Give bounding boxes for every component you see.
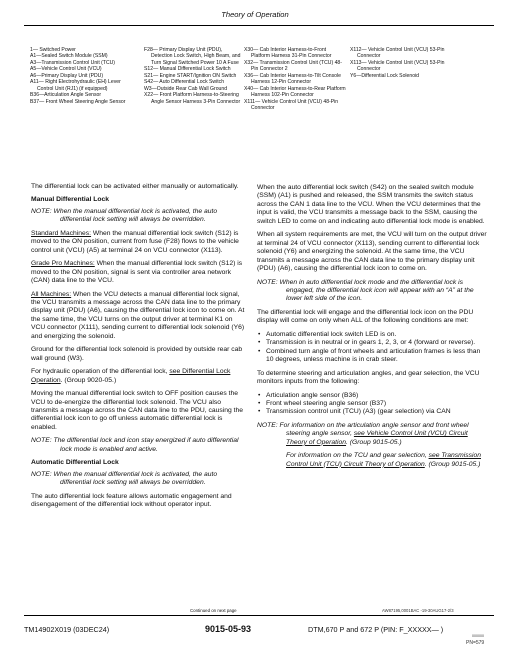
list-item: • Front wheel steering angle sensor (B37) [257,400,487,408]
requirements-paragraph: When all system requirements are met, the VCU will turn on the output driver at terminal 24 of VCU connector (X113), sending current to differential lock solenoid (Y6) and energizing the solenoid. At the same time, the VCU transmits a message across the CAN data line to the primary display unit (PDU) (A6), causing the differential lock icon to come on. [257,231,487,273]
hydraulic-paragraph [31,368,247,385]
footer-tiny-code: 000000 [472,634,484,638]
left-column [31,183,247,515]
vcu-circuit-theory-link[interactable]: see Vehicle Control Unit (VCU) Circuit Theory of Operation [286,430,468,446]
legend-item: X36— Cab Interior Harness-to-Tilt Console Harness 12-Pin Connector [244,72,341,86]
document-code: AW87195,0001BAC -19-30AUG17-2/3 [382,608,454,613]
legend-item: A5—Vehicle Control Unit (VCU) [30,66,102,73]
note-auto-icon: NOTE: When in auto differential lock mode and the differential lock is engaged, the differential lock icon will appear with an “A” at the lower left side of the icon. [257,278,474,303]
legend-item: X112— Vehicle Control Unit (VCU) 53-Pin Connector [350,47,445,60]
legend-column-4 [350,47,466,79]
list-item: • Transmission is in neutral or in gears 1, 2, 3, or 4 (forward or reverse). [257,339,487,347]
note-manual-override: NOTE: When the manual differential lock is activated, the auto differential lock setting will always be overridden. [31,207,218,224]
header-rule [24,25,494,26]
legend-item: X111— Vehicle Control Unit (VCU) 48-Pin Connector [244,98,339,112]
standard-machines-paragraph [31,230,247,255]
tcu-circuit-theory-link[interactable]: see Transmission Control Unit (TCU) Circuit Theory of Operation [286,452,481,468]
right-column [257,184,487,474]
conditions-intro: The differential lock will engage and the differential lock icon on the PDU display will come on only when ALL of the following conditions are met: [257,308,474,325]
list-item: • Transmission control unit (TCU) (A3) (gear selection) via CAN [257,408,487,416]
legend-item: B36—Articulation Angle Sensor [30,92,102,99]
hydraulic-group: . (Group 9020-05.) [60,376,117,384]
grade-pro-text: When the manual differential lock switch (S12) is moved to the ON position, signal is sent via controller area network (CAN) data line to the VCU. [31,260,243,285]
legend-column-3 [244,47,346,112]
auto-switch-paragraph: When the auto differential lock switch (S42) on the sealed switch module (SSM) (A1) is pushed and released, the SSM transmits the switch status across the CAN 1 data line to the VCU. When the VCU determines that the input is valid, the VCU transmits a message back to the SSM, causing the switch LED to come on and indicating auto differential lock mode is enabled. [257,184,485,225]
pn-number: PN=579 [466,640,485,646]
all-machines-label: All Machines: [31,290,72,298]
list-item: • Combined turn angle of front wheels and articulation frames is less than 10 degrees, unless machine is in crab steer. [257,348,487,365]
page-number: 9015-05-93 [205,624,252,634]
manual-diff-lock-heading: Manual Differential Lock [31,196,110,204]
legend-item: X40— Cab Interior Harness-to-Rear Platform Harness 102-Pin Connector [244,85,346,99]
note-tcu-group: . (Group 9015-05.) [424,460,481,468]
list-item: • Articulation angle sensor (B36) [257,392,487,400]
ground-paragraph: Ground for the differential lock solenoid is provided by outside rear cab wall ground (W3). [31,346,243,362]
legend-column-2 [144,47,242,105]
legend-item: 1— Switched Power [30,47,76,53]
legend-item: X32— Transmission Control Unit (TCU) 48-Pin Connector 2 [244,59,342,73]
intro-paragraph: The differential lock can be activated either manually or automatically. [31,183,239,190]
legend-item: X22— Front Platform Harness-to-Steering Angle Sensor Harness 3-Pin Connector [144,92,241,105]
note-tcu [257,452,487,469]
all-machines-paragraph [31,291,247,342]
legend-item: Y6—Differential Lock Solenoid [350,72,419,79]
hydraulic-text: For hydraulic operation of the differential lock, [31,368,170,376]
note-angle-text: NOTE: For information on the articulation angle sensor and front wheel steering angle sensor, [257,421,469,438]
note-auto-override: NOTE: When the manual differential lock is activated, the auto differential lock setting will always be overridden. [31,470,218,487]
grade-pro-paragraph [31,260,247,285]
manual-id: TM14902X019 (03DEC24) [24,625,110,634]
page-title: Theory of Operation [221,10,289,19]
inputs-intro: To determine steering and articulation angles, and gear selection, the VCU monitors inputs from the following: [257,369,480,386]
standard-machines-text: When the manual differential lock switch (S12) is moved to the ON position, current from fuse (F28) flows to the vehicle control unit (VCU) (A5) at terminal 24 on VCU connector (X113). [31,229,239,254]
continued-note: Continued on next page [190,608,237,613]
note-stay-energized: NOTE: The differential lock and icon stay energized if auto differential lock mode is enabled and active. [31,437,239,453]
auto-feature-paragraph: The auto differential lock feature allows automatic engagement and disengagement of the differential lock without operator input. [31,492,232,509]
diff-lock-operation-link[interactable]: see Differential Lock Operation [31,368,231,384]
legend-item: A6—Primary Display Unit (PDU) [30,72,104,79]
auto-diff-lock-heading: Automatic Differential Lock [31,459,119,467]
legend-item: S12— Manual Differential Lock Switch [144,66,231,73]
legend-item: F28— Primary Display Unit (PDU), Detection Lock Switch, High Beam, and Turn Signal Switched Power 10 A Fuse [144,47,241,66]
model-info: DTM,670 P and 672 P (PIN: F_XXXXX— ) [308,625,444,634]
legend-item: X30— Cab Interior Harness-to-Front Platform Harness 31-Pin Connector [244,47,332,60]
figure-legend [30,47,492,177]
standard-machines-label: Standard Machines: [31,229,92,237]
grade-pro-label: Grade Pro Machines: [31,260,95,268]
list-item: • Automatic differential lock switch LED is on. [257,331,487,339]
legend-item: A3—Transmission Control Unit (TCU) [30,59,116,66]
moving-switch-paragraph: Moving the manual differential lock switch to OFF position causes the VCU to de-energize the differential lock solenoid. The VCU also transmits a message across the CAN data line to the PDU, causing the differential lock icon to go off unless automatic differential lock is enabled. [31,390,243,431]
legend-item: X113— Vehicle Control Unit (VCU) 53-Pin Connector [350,59,445,73]
legend-item: B37— Front Wheel Steering Angle Sensor [30,98,126,105]
conditions-list [257,331,487,365]
legend-item: S21— Engine START/Ignition ON Switch [144,72,237,79]
all-machines-text: When the VCU detects a manual differential lock signal, the VCU transmits a message across the CAN data line to the primary display unit (PDU) (A6), causing the differential lock icon to come on. At the same time, the VCU turns on the output driver at terminal K1 on VCU connector (X111), sending current to differential lock solenoid (Y6) and energizing the solenoid. [31,290,245,340]
footer-rule [24,615,494,616]
legend-item: A1—Sealed Switch Module (SSM) [30,53,108,60]
note-angle-sensor [257,422,487,447]
legend-item: A11— Right Electrohydraulic (EH) Lever Control Unit (RJ1) (if equipped) [30,79,121,92]
legend-item: W3—Outside Rear Cab Wall Ground [144,85,228,92]
note-tcu-text: For information on the TCU and gear selection, [286,452,429,460]
note-angle-group: . (Group 9015-05.) [346,438,402,446]
legend-item: S42— Auto Differential Lock Switch [144,79,225,86]
legend-column-1 [30,47,134,105]
inputs-list [257,392,487,417]
